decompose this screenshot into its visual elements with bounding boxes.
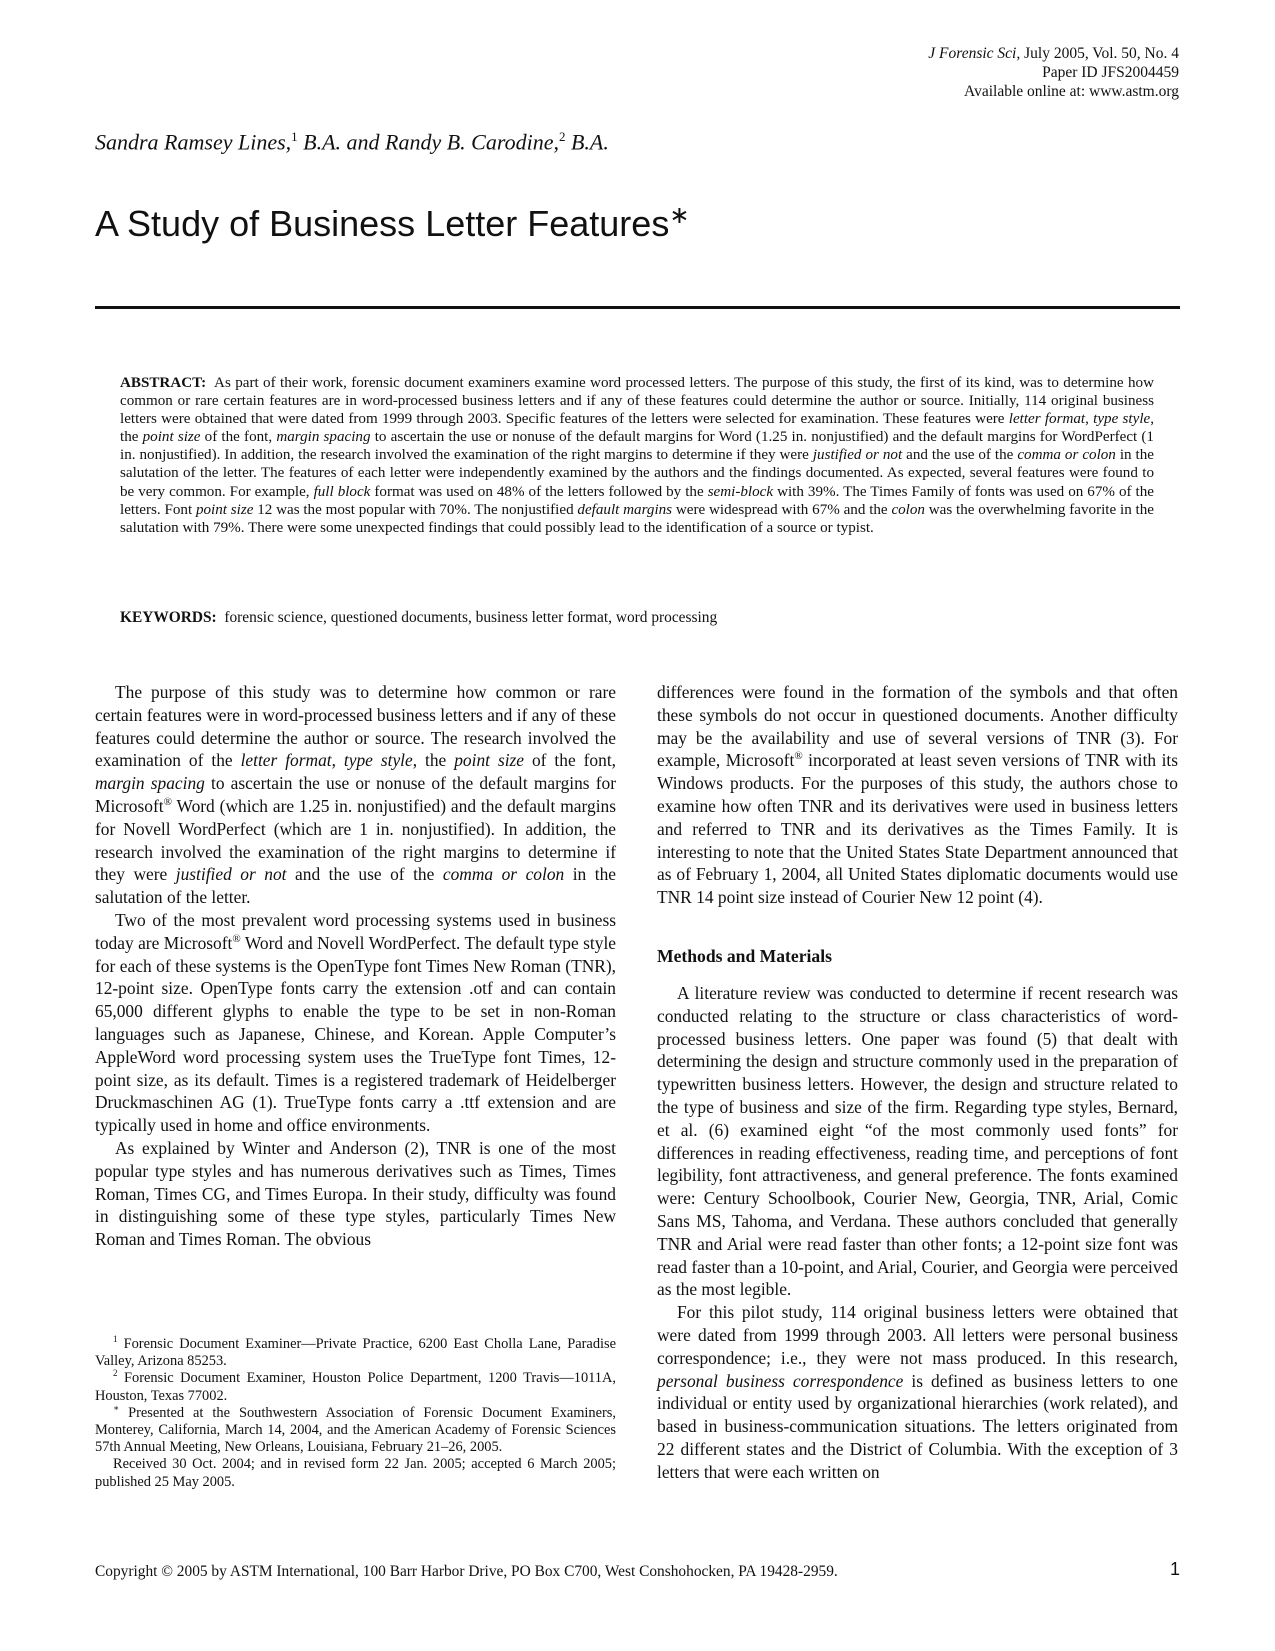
paper-id: Paper ID JFS2004459 [1042, 64, 1179, 81]
body-text: The purpose of this study was to determine how common or rare certain features were in word-processed business letters and if any of these features could determine the author or source. The research involved the examination of the [95, 682, 616, 771]
author-2-affiliation-mark: 2 [558, 129, 566, 144]
body-text: , the [412, 750, 455, 771]
abstract-emphasis: justified or not [812, 447, 903, 464]
keywords-label: KEYWORDS: [120, 609, 217, 626]
abstract-text: with 39%. The Times Family of fonts was used on 67% of the letters. Font [120, 483, 1154, 518]
abstract-text: of the font, [200, 429, 277, 446]
registered-mark: ® [163, 796, 172, 809]
body-paragraph-5: A literature review was conducted to determine if recent research was conducted relating to the structure or class characteristics of word-processed business letters. One paper was found (5) that dealt with determining the design and structure commonly used in the preparation of typewritten business letters. However, the design and structure related to the type of business and size of the firm. Regarding type styles, Bernard, et al. (6) examined eight “of the most commonly used fonts” for differences in reading effectiveness, reading time, and perceptions of font legibility, font attractiveness, and general preference. The fonts examined were: Century Schoolbook, Courier New, Georgia, TNR, Arial, Comic Sans MS, Tahoma, and Verdana. These authors concluded that generally TNR and Arial were read faster than other fonts; a 12-point size font was read faster than a 10-point, and Arial, Courier, and Georgia were perceived as the most legible. [657, 982, 1178, 1300]
footnote-text: Forensic Document Examiner, Houston Police Department, 1200 Travis—1011A, Houston, Texas 77002. [95, 1370, 616, 1404]
body-emphasis: personal business correspondence [657, 1370, 904, 1391]
author-1-affiliation-mark: 1 [291, 129, 298, 144]
body-text: incorporated at least seven versions of TNR with its Windows products. For the purposes of this study, the authors chose to examine how often TNR and its derivatives were used in business letters and referred to TNR and its derivatives as the Times Family. It is interesting to note that the United States State Department announced that as of February 1, 2004, all United States diplomatic documents would use TNR 14 point size instead of Courier New 12 point (4). [657, 750, 1179, 908]
journal-header [679, 44, 1179, 101]
footnote-text: Forensic Document Examiner—Private Practice, 6200 East Cholla Lane, Paradise Valley, Arizona 85253. [95, 1336, 616, 1370]
title-divider [95, 306, 1180, 309]
abstract-emphasis: type style [1093, 411, 1151, 428]
footnote-1 [95, 1336, 616, 1370]
abstract-text: and the use of the [902, 447, 1018, 464]
footnote-3 [95, 1405, 616, 1457]
body-text: to ascertain the use or nonuse of the default margins for Microsoft [95, 773, 616, 816]
registered-mark: ® [794, 750, 803, 763]
body-text: Word and Novell WordPerfect. The default type style for each of these systems is the OpenType font Times New Roman (TNR), 12-point size. OpenType fonts carry the extension .otf and can contain 65,000 different glyphs to enable the type to be set in non-Roman languages such as Japanese, Chinese, and Korean. Apple Computer’s AppleWord word processing system uses the TrueType font Times, 12-point size, as its default. Times is a registered trademark of Heidelberger Druckmaschinen AG (1). TrueType fonts carry a .ttf extension and are typically used in home and office environments. [95, 932, 616, 1136]
keywords [120, 608, 1154, 628]
abstract-text: , the [120, 411, 1154, 446]
abstract [120, 374, 1154, 537]
received-dates: Received 30 Oct. 2004; and in revised form 22 Jan. 2005; accepted 6 March 2005; published 25 May 2005. [95, 1456, 616, 1490]
abstract-text: in the salutation of the letter. The features of each letter were independently examined by the authors and the findings documented. As expected, several features were found to be very common. For example, [120, 447, 1154, 500]
keywords-text: forensic science, questioned documents, business letter format, word processing [224, 609, 718, 626]
body-text: For this pilot study, 114 original business letters were obtained that were dated from 1999 through 2003. All letters were personal business correspondence; i.e., they were not mass produced. In this research, [657, 1302, 1178, 1368]
author-list [95, 122, 1095, 157]
body-emphasis: letter format [240, 750, 332, 771]
abstract-text: to ascertain the use or nonuse of the default margins for Word (1.25 in. nonjustified) and the default margins for WordPerfect (1 in. nonjustified). In addition, the research involved the examination of the right margins to determine if they were [120, 429, 1154, 464]
abstract-text: format was used on 48% of the letters followed by the [370, 483, 708, 500]
title-footnote-mark: ∗ [669, 202, 690, 229]
registered-mark: ® [232, 932, 241, 945]
footnote-mark: 1 [113, 1334, 118, 1345]
author-1-degree: B.A. and Randy B. Carodine, [303, 129, 559, 155]
section-heading-methods: Methods and Materials [657, 945, 832, 966]
paper-title [95, 192, 1175, 248]
body-paragraph-3: As explained by Winter and Anderson (2), TNR is one of the most popular type styles and has numerous derivatives such as Times, Times Roman, Times CG, and Times Europa. In their study, difficulty was found in distinguishing some of these type styles, particularly Times New Roman and Times Roman. The obvious [95, 1137, 616, 1250]
footnote-mark: ∗ [113, 1403, 120, 1414]
body-text: differences were found in the formation of the symbols and that often these symbols do not occur in questioned documents. Another difficulty may be the availability and use of several versions of TNR (3). For example, Microsoft [657, 682, 1178, 771]
body-paragraph-1 [95, 681, 616, 909]
abstract-text: , [1085, 411, 1094, 428]
copyright-notice: Copyright © 2005 by ASTM International, 100 Barr Harbor Drive, PO Box C700, West Conshohocken, PA 19428-2959. [95, 1563, 838, 1580]
footnote-mark: 2 [113, 1368, 118, 1379]
author-1: Sandra Ramsey Lines, [95, 129, 292, 155]
abstract-text: As part of their work, forensic document examiners examine word processed letters. The purpose of this study, the first of its kind, was to determine how common or rare certain features are in word-processed business letters and if any of these features could determine the author or source. Initially, 114 original business letters were obtained that were dated from 1999 through 2003. Specific features of the letters were selected for examination. These features were [120, 375, 1154, 428]
body-paragraph-2 [95, 909, 616, 1137]
left-column [95, 681, 616, 1251]
abstract-emphasis: colon [891, 501, 925, 518]
paper-title-text: A Study of Business Letter Features [95, 203, 670, 244]
footnote-2 [95, 1370, 616, 1404]
footnote-text: Presented at the Southwestern Association of Forensic Document Examiners, Monterey, California, March 14, 2004, and the American Academy of Forensic Sciences 57th Annual Meeting, New Orleans, Louisiana, February 21–26, 2005. [95, 1404, 616, 1456]
journal-name: J Forensic Sci, [928, 45, 1021, 62]
abstract-emphasis: letter format [1008, 411, 1086, 428]
abstract-emphasis: point size [142, 429, 201, 446]
body-emphasis: point size [454, 750, 525, 771]
body-paragraph-6 [657, 1301, 1178, 1483]
abstract-label: ABSTRACT: [120, 375, 207, 391]
right-column [657, 681, 1178, 1484]
body-text: and the use of the [286, 864, 443, 885]
abstract-emphasis: comma or colon [1017, 447, 1116, 464]
body-text: , [331, 750, 344, 771]
body-text: Word (which are 1.25 in. nonjustified) and the default margins for Novell WordPerfect (which are 1 in. nonjustified). In addition, the research involved the examination of the right margins to determine if they were [95, 795, 616, 885]
abstract-emphasis: point size [195, 501, 254, 518]
body-emphasis: justified or not [175, 864, 287, 885]
body-text: is defined as business letters to one individual or entity used by organizational hierarchies (work related), and based in business-communication situations. The letters originated from 22 different states and the District of Columbia. With the exception of 3 letters that were each written on [657, 1370, 1178, 1482]
abstract-text: was the overwhelming favorite in the salutation with 79%. There were some unexpected findings that could possibly lead to the identification of a source or typist. [120, 501, 1154, 536]
journal-issue: July 2005, Vol. 50, No. 4 [1024, 45, 1179, 62]
abstract-emphasis: semi-block [707, 483, 774, 500]
body-text: in the salutation of the letter. [95, 864, 617, 908]
body-text: of the font, [524, 750, 616, 771]
journal-citation [679, 44, 1179, 63]
body-text: Two of the most prevalent word processing systems used in business today are Microsoft [95, 909, 616, 953]
abstract-emphasis: margin spacing [276, 429, 371, 446]
footnotes [95, 1336, 616, 1491]
body-paragraph-4 [657, 681, 1178, 909]
author-2-degree: B.A. [570, 129, 609, 155]
abstract-text: were widespread with 67% and the [672, 501, 892, 518]
page-number: 1 [1169, 1559, 1180, 1579]
body-emphasis: comma or colon [442, 864, 565, 885]
body-emphasis: type style [343, 750, 413, 771]
body-emphasis: margin spacing [95, 773, 205, 794]
online-availability: Available online at: www.astm.org [964, 83, 1179, 100]
abstract-emphasis: default margins [577, 501, 673, 518]
abstract-emphasis: full block [313, 483, 371, 500]
abstract-text: 12 was the most popular with 70%. The nonjustified [253, 501, 578, 518]
